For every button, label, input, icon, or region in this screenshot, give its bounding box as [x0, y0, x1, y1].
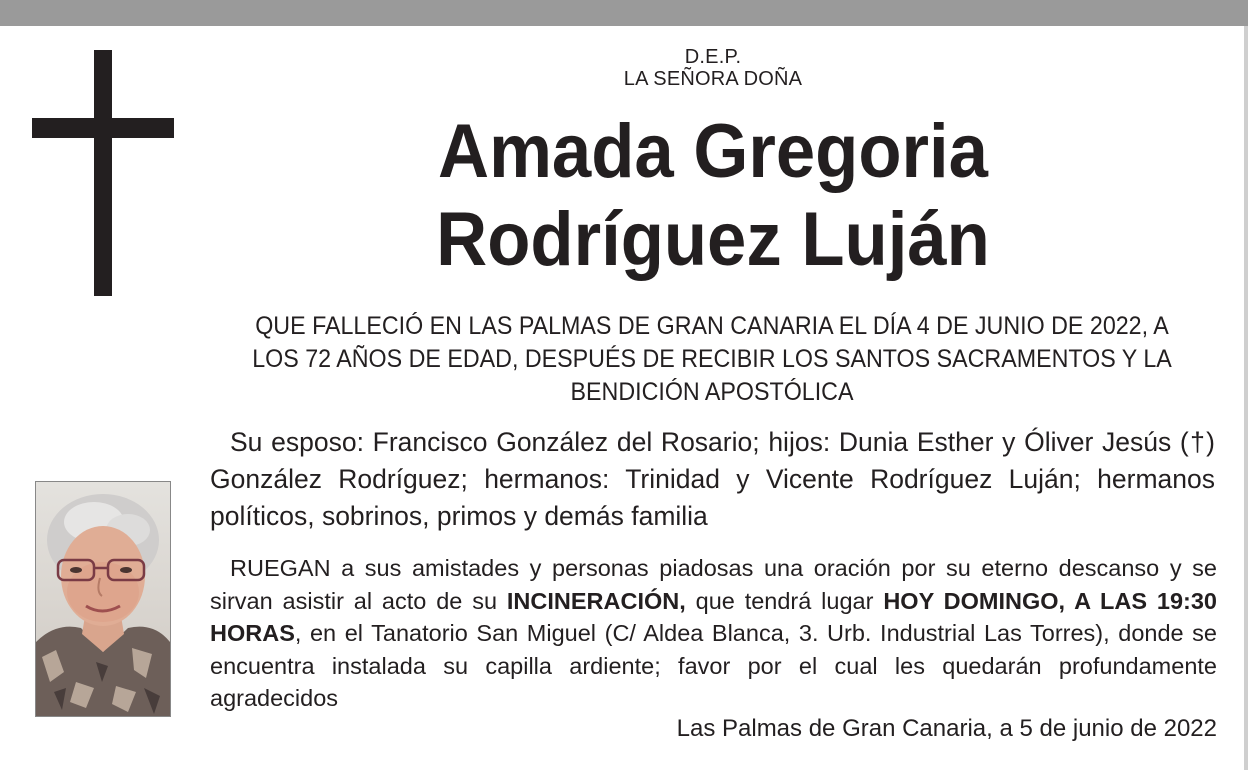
death-notice-line-3: BENDICIÓN APOSTÓLICA	[570, 378, 854, 406]
prayer-paragraph	[210, 552, 1217, 715]
dateline: Las Palmas de Gran Canaria, a 5 de junio de 2022	[676, 715, 1217, 742]
dep-label: D.E.P.	[684, 46, 742, 68]
honorific-label: LA SEÑORA DOÑA	[623, 68, 803, 90]
death-notice-line-1: QUE FALLECIÓ EN LAS PALMAS DE GRAN CANARIA EL DÍA 4 DE JUNIO DE 2022, A	[255, 312, 1169, 340]
deceased-photo	[35, 481, 171, 717]
death-notice	[247, 310, 1177, 409]
prayer-text-3: , en el Tanatorio San Miguel (C/ Aldea Blanca, 3. Urb. Industrial Las Torres), donde se encuentra instalada su capilla ardiente; favor por el cual les quedarán profundamente agradecidos	[210, 620, 1217, 711]
latin-cross-icon	[32, 50, 174, 296]
deceased-name	[341, 108, 1085, 284]
ceremony-time: HOY DOMINGO, A LAS 19:30 HORAS	[210, 587, 1217, 646]
family-paragraph: Su esposo: Francisco González del Rosario; hijos: Dunia Esther y Óliver Jesús (†) González Rodríguez; hermanos: Trinidad y Vicente Rodríguez Luján; hermanos políticos, sobrinos, primos y demás familia	[210, 427, 1215, 531]
death-notice-line-2: LOS 72 AÑOS DE EDAD, DESPUÉS DE RECIBIR LOS SANTOS SACRAMENTOS Y LA	[252, 345, 1172, 373]
prayer-text-2: que tendrá lugar	[685, 587, 884, 614]
obituary-header	[413, 46, 1013, 90]
name-line-1: Amada Gregoria	[438, 109, 988, 194]
name-line-2: Rodríguez Luján	[436, 197, 990, 282]
ceremony-type: INCINERACIÓN,	[506, 587, 686, 614]
prayer-text-1: RUEGAN a sus amistades y personas piadosas una oración por su eterno descanso y se sirvan asistir al acto de su	[210, 555, 1217, 614]
top-band	[0, 0, 1248, 26]
